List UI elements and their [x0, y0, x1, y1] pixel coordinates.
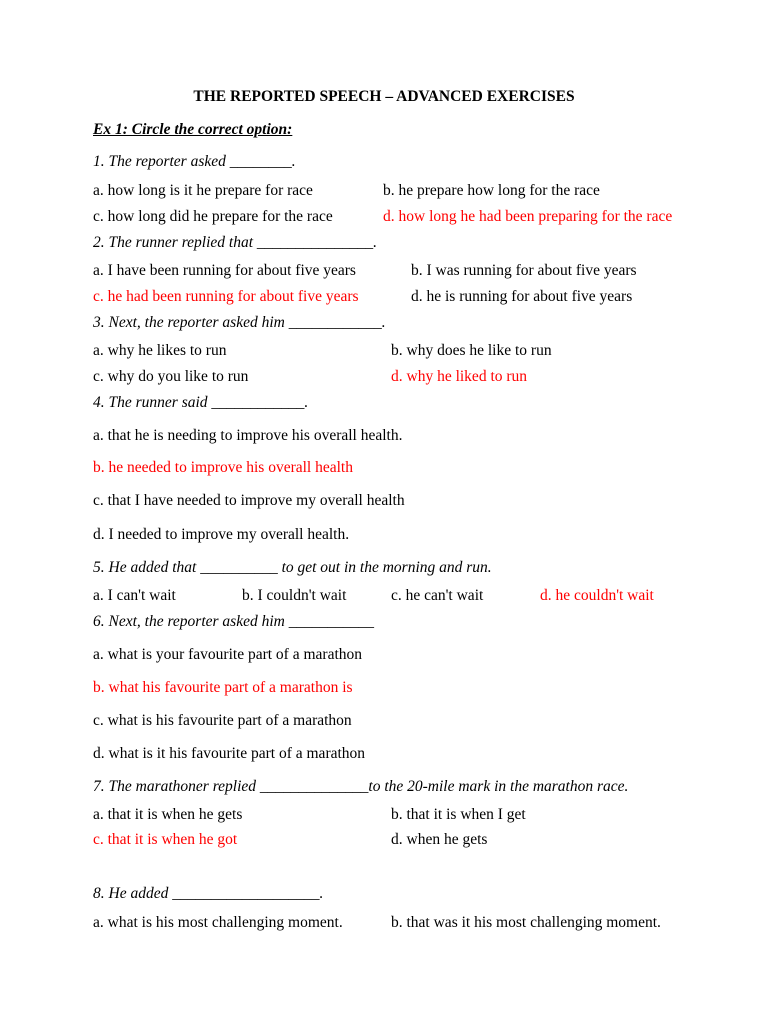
- question-2-option-b: b. I was running for about five years: [411, 262, 637, 279]
- question-2-prompt: 2. The runner replied that _______________.: [93, 234, 378, 251]
- question-3-option-c: c. why do you like to run: [93, 368, 249, 385]
- question-7-option-d: d. when he gets: [391, 831, 488, 848]
- question-2-option-a: a. I have been running for about five years: [93, 262, 356, 279]
- question-1-prompt: 1. The reporter asked ________.: [93, 153, 296, 170]
- question-5-option-b: b. I couldn't wait: [242, 587, 347, 604]
- question-1-option-b: b. he prepare how long for the race: [383, 182, 600, 199]
- question-6-prompt: 6. Next, the reporter asked him ___________: [93, 613, 374, 630]
- question-7-option-b: b. that it is when I get: [391, 806, 526, 823]
- question-6-option-d: d. what is it his favourite part of a marathon: [93, 745, 366, 762]
- question-3-option-b: b. why does he like to run: [391, 342, 552, 359]
- question-8-option-a: a. what is his most challenging moment.: [93, 914, 343, 931]
- question-4-option-c: c. that I have needed to improve my overall health: [93, 492, 405, 509]
- question-3-prompt: 3. Next, the reporter asked him ____________.: [93, 314, 386, 331]
- question-5-option-a: a. I can't wait: [93, 587, 176, 604]
- question-7-option-a: a. that it is when he gets: [93, 806, 243, 823]
- question-4-option-d: d. I needed to improve my overall health.: [93, 526, 350, 543]
- question-5-option-d-correct: d. he couldn't wait: [540, 587, 654, 604]
- question-2-option-d: d. he is running for about five years: [411, 288, 633, 305]
- question-4-option-a: a. that he is needing to improve his overall health.: [93, 427, 403, 444]
- question-8-prompt: 8. He added ___________________.: [93, 885, 324, 902]
- question-7-option-c-correct: c. that it is when he got: [93, 831, 238, 848]
- question-8-option-b: b. that was it his most challenging moment.: [391, 914, 661, 931]
- question-7-prompt: 7. The marathoner replied ______________to the 20-mile mark in the marathon race.: [93, 778, 629, 795]
- question-3-option-d-correct: d. why he liked to run: [391, 368, 528, 385]
- question-1-option-d-correct: d. how long he had been preparing for the race: [383, 208, 673, 225]
- question-5-prompt: 5. He added that __________ to get out in the morning and run.: [93, 559, 492, 576]
- exercise-heading: Ex 1: Circle the correct option:: [93, 121, 293, 138]
- question-6-option-a: a. what is your favourite part of a marathon: [93, 646, 363, 663]
- question-1-option-a: a. how long is it he prepare for race: [93, 182, 313, 199]
- question-4-prompt: 4. The runner said ____________.: [93, 394, 309, 411]
- question-3-option-a: a. why he likes to run: [93, 342, 227, 359]
- question-2-option-c-correct: c. he had been running for about five years: [93, 288, 359, 305]
- question-6-option-c: c. what is his favourite part of a marathon: [93, 712, 352, 729]
- question-5-option-c: c. he can't wait: [391, 587, 484, 604]
- question-4-option-b-correct: b. he needed to improve his overall health: [93, 459, 353, 476]
- question-1-option-c: c. how long did he prepare for the race: [93, 208, 333, 225]
- page-title: THE REPORTED SPEECH – ADVANCED EXERCISES: [193, 88, 575, 105]
- question-6-option-b-correct: b. what his favourite part of a marathon is: [93, 679, 353, 696]
